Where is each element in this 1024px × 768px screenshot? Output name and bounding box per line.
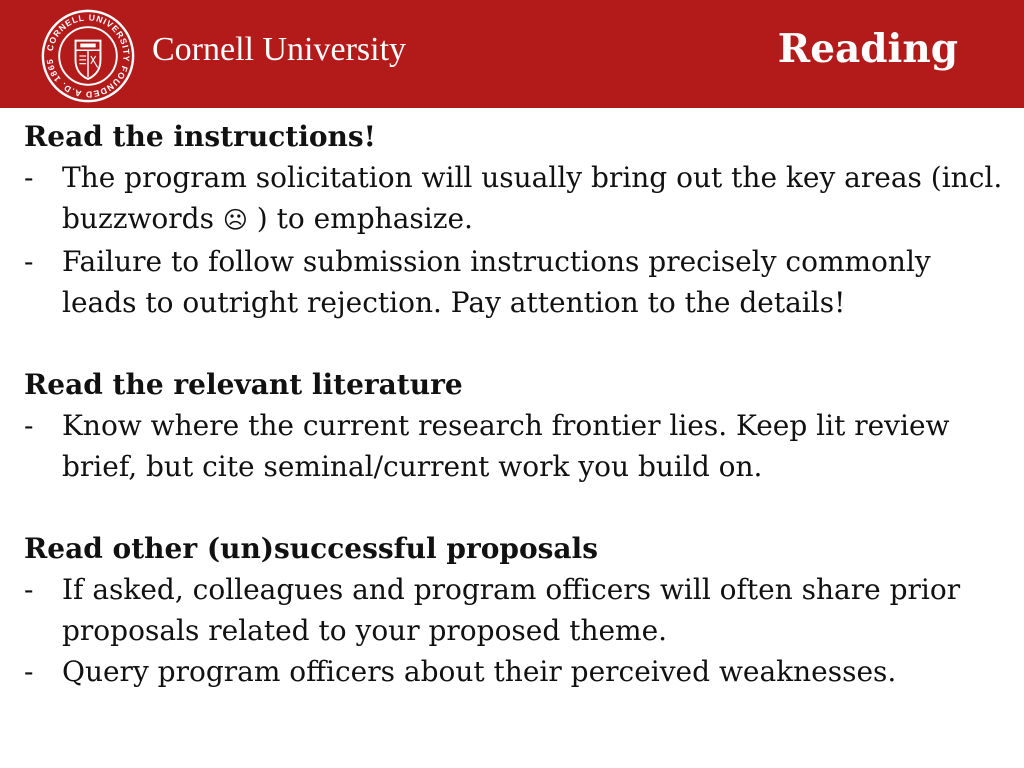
section-heading: Read other (un)successful proposals [24,532,598,565]
slide-content [24,116,1014,692]
bullet-item [24,569,1014,651]
section-proposals [24,528,1014,692]
slide-title: Reading [777,26,958,72]
bullet-dash: - [24,655,34,688]
bullet-text: Query program officers about their perceived weaknesses. [62,655,897,688]
bullet-text: Failure to follow submission instructions precisely commonly leads to outright rejection. Pay attention to the details! [62,245,931,319]
bullet-item [24,405,1014,487]
section-literature [24,364,1014,487]
bullet-text: The program solicitation will usually bring out the key areas (incl. buzzwords [62,161,1003,235]
section-heading: Read the instructions! [24,120,376,153]
bullet-item [24,651,1014,692]
bullet-dash: - [24,409,34,442]
header-bar [0,0,1024,108]
brand-wordmark: Cornell University [152,31,407,68]
bullet-dash: - [24,573,34,606]
section-heading: Read the relevant literature [24,368,463,401]
bullet-text: Know where the current research frontier lies. Keep lit review brief, but cite seminal/current work you build on. [62,409,950,483]
cornell-seal-logo [40,8,136,104]
frowning-face-icon: ☹ [222,206,248,234]
svg-text:CORNELL UNIVERSITY FOUNDED A.D: CORNELL UNIVERSITY FOUNDED A.D. 1865 [44,12,132,100]
bullet-dash: - [24,245,34,278]
bullet-text-continued: ) to emphasize. [247,202,473,235]
bullet-item [24,241,1014,323]
bullet-dash: - [24,161,34,194]
bullet-item [24,157,1014,241]
section-instructions [24,116,1014,323]
bullet-text: If asked, colleagues and program officers will often share prior proposals related to your proposed theme. [62,573,961,647]
